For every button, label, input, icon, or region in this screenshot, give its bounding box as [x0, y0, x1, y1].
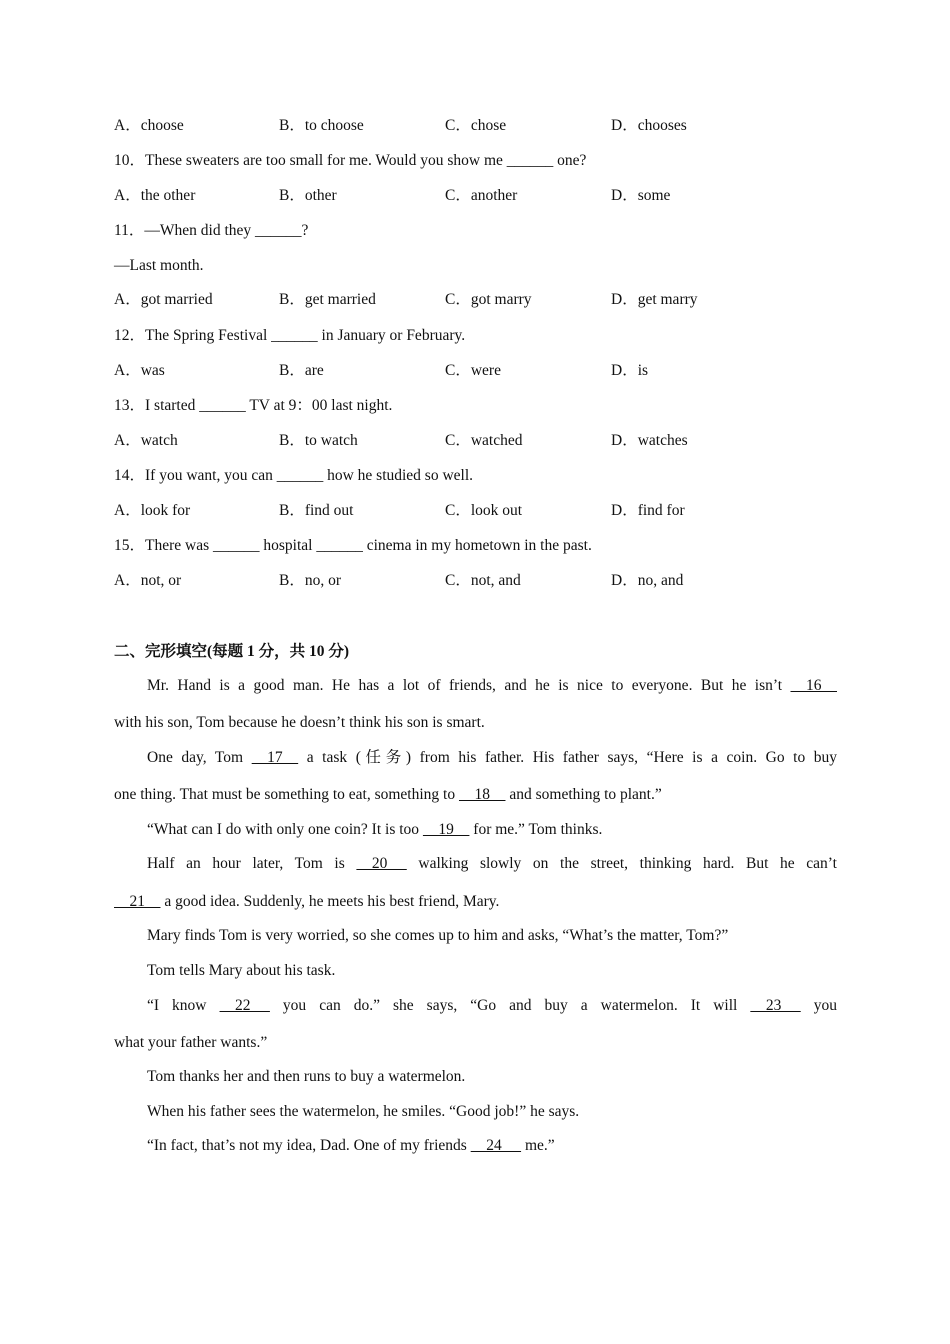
q12-options: [114, 361, 834, 381]
blank-24[interactable]: 24: [470, 1137, 522, 1154]
q12-option-b[interactable]: B．are: [279, 362, 324, 379]
p3-text-post: for me.” Tom thinks.: [469, 821, 603, 838]
cloze-paragraph-1-line1: [114, 676, 837, 696]
blank-22[interactable]: 22: [219, 997, 270, 1014]
q11-answer-line: —Last month.: [114, 257, 204, 274]
cloze-paragraph-7-line2: what your father wants.”: [114, 1034, 268, 1051]
q11-stem: 11．—When did they ______?: [114, 222, 309, 239]
blank-20[interactable]: 20: [356, 855, 407, 872]
cloze-paragraph-2-line2: [114, 785, 662, 805]
q11-option-b[interactable]: B．get married: [279, 291, 376, 308]
p1-text: Mr. Hand is a good man. He has a lot of friends, and he is nice to everyone. But he isn’t: [147, 677, 791, 694]
q15-option-b[interactable]: B．no, or: [279, 572, 342, 589]
q12-stem: 12．The Spring Festival ______ in January or February.: [114, 327, 466, 344]
q11-option-a[interactable]: A．got married: [114, 291, 213, 308]
q13-option-d[interactable]: D．watches: [611, 432, 688, 449]
cloze-paragraph-2-line1: [114, 748, 837, 768]
q10-option-b[interactable]: B．other: [279, 187, 337, 204]
cloze-paragraph-5: Mary finds Tom is very worried, so she comes up to him and asks, “What’s the matter, Tom?”: [147, 927, 729, 944]
q9-option-a[interactable]: A．choose: [114, 117, 184, 134]
cloze-paragraph-9: When his father sees the watermelon, he smiles. “Good job!” he says.: [147, 1103, 580, 1120]
q9-options: [114, 116, 834, 136]
p2-text-post: a task (任务) from his father. His father says, “Here is a coin. Go to buy: [298, 749, 838, 766]
p2-line2-post: and something to plant.”: [505, 786, 662, 803]
section2-heading: 二、完形填空(每题 1 分，共 10 分): [114, 643, 350, 660]
q10-options: [114, 186, 834, 206]
p7-text-mid: you can do.” she says, “Go and buy a watermelon. It will: [269, 997, 751, 1014]
blank-16[interactable]: 16: [790, 677, 837, 694]
p3-text-pre: “What can I do with only one coin? It is too: [147, 821, 423, 838]
blank-19[interactable]: 19: [422, 821, 470, 838]
q12-option-a[interactable]: A．was: [114, 362, 165, 379]
p10-text-pre: “In fact, that’s not my idea, Dad. One of my friends: [147, 1137, 471, 1154]
q15-option-d[interactable]: D．no, and: [611, 572, 684, 589]
q10-option-c[interactable]: C．another: [445, 187, 518, 204]
blank-21[interactable]: 21: [114, 893, 161, 910]
blank-23[interactable]: 23: [750, 997, 801, 1014]
cloze-paragraph-7-line1: [114, 996, 837, 1016]
q14-stem: 14．If you want, you can ______ how he studied so well.: [114, 467, 474, 484]
q9-option-c[interactable]: C．chose: [445, 117, 507, 134]
q14-option-b[interactable]: B．find out: [279, 502, 354, 519]
q14-options: [114, 501, 834, 521]
q9-option-d[interactable]: D．chooses: [611, 117, 687, 134]
q15-option-c[interactable]: C．not, and: [445, 572, 521, 589]
p4-text-post: walking slowly on the street, thinking hard. But he can’t: [406, 855, 837, 872]
q11-option-d[interactable]: D．get marry: [611, 291, 698, 308]
p4-text-pre: Half an hour later, Tom is: [147, 855, 357, 872]
q15-stem: 15．There was ______ hospital ______ cinema in my hometown in the past.: [114, 537, 592, 554]
q15-options: [114, 571, 834, 591]
q10-option-d[interactable]: D．some: [611, 187, 671, 204]
q13-option-a[interactable]: A．watch: [114, 432, 178, 449]
p7-text-pre: “I know: [147, 997, 220, 1014]
cloze-paragraph-4-line2: [114, 892, 499, 912]
q12-option-d[interactable]: D．is: [611, 362, 649, 379]
q13-option-b[interactable]: B．to watch: [279, 432, 358, 449]
cloze-paragraph-6: Tom tells Mary about his task.: [147, 962, 336, 979]
q13-stem: 13．I started ______ TV at 9：00 last night.: [114, 397, 393, 414]
q11-options: [114, 290, 834, 310]
q13-options: [114, 431, 834, 451]
q9-option-b[interactable]: B．to choose: [279, 117, 364, 134]
blank-18[interactable]: 18: [458, 786, 506, 803]
q14-option-a[interactable]: A．look for: [114, 502, 191, 519]
blank-17[interactable]: 17: [251, 749, 299, 766]
q11-option-c[interactable]: C．got marry: [445, 291, 532, 308]
p7-text-post: you: [800, 997, 837, 1014]
cloze-paragraph-1-line2: with his son, Tom because he doesn’t think his son is smart.: [114, 714, 485, 731]
cloze-paragraph-10: [147, 1136, 555, 1156]
cloze-paragraph-4-line1: [114, 854, 837, 874]
cloze-paragraph-3: [147, 820, 602, 840]
q10-stem: 10．These sweaters are too small for me. Would you show me ______ one?: [114, 152, 587, 169]
p4-line2-post: a good idea. Suddenly, he meets his best friend, Mary.: [160, 893, 500, 910]
p10-text-post: me.”: [521, 1137, 555, 1154]
q14-option-c[interactable]: C．look out: [445, 502, 523, 519]
cloze-paragraph-8: Tom thanks her and then runs to buy a watermelon.: [147, 1068, 466, 1085]
q15-option-a[interactable]: A．not, or: [114, 572, 182, 589]
p2-line2-pre: one thing. That must be something to eat, something to: [114, 786, 459, 803]
q10-option-a[interactable]: A．the other: [114, 187, 196, 204]
p2-text-pre: One day, Tom: [147, 749, 252, 766]
q14-option-d[interactable]: D．find for: [611, 502, 685, 519]
q12-option-c[interactable]: C．were: [445, 362, 501, 379]
q13-option-c[interactable]: C．watched: [445, 432, 523, 449]
